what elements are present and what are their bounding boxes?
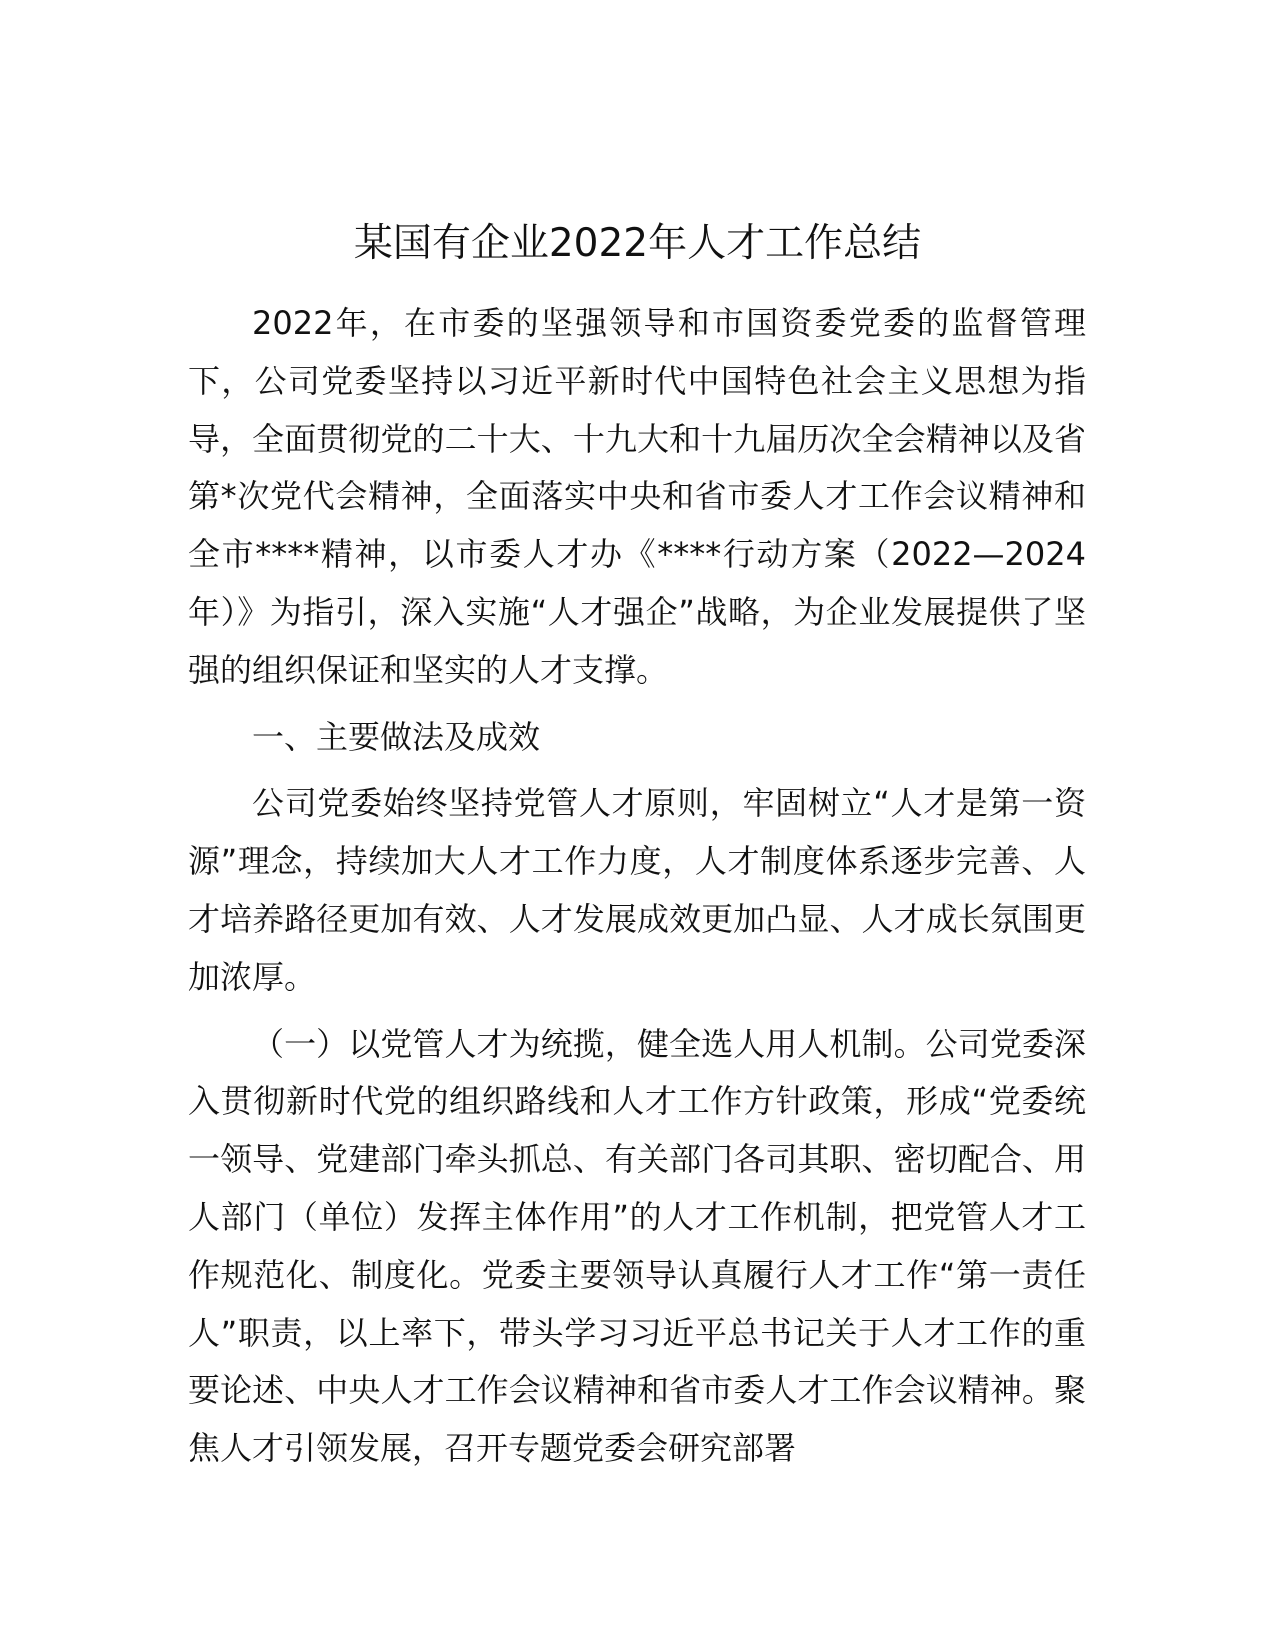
paragraph-intro: 2022年，在市委的坚强领导和市国资委党委的监督管理下，公司党委坚持以习近平新时代中国特色社会主义思想为指导，全面贯彻党的二十大、十九大和十九届历次全会精神以及省第*次党代会精神，全面落实中央和省市委人才工作会议精神和全市****精神，以市委人才办《****行动方案（2022—2024年）》为指引，深入实施“人才强企”战略，为企业发展提供了坚强的组织保证和坚实的人才支撑。	[188, 304, 1086, 689]
document-title: 某国有企业2022年人才工作总结	[353, 221, 922, 266]
paragraph-overview: 公司党委始终坚持党管人才原则，牢固树立“人才是第一资源”理念，持续加大人才工作力度，人才制度体系逐步完善、人才培养路径更加有效、人才发展成效更加凸显、人才成长氛围更加浓厚。	[188, 784, 1086, 996]
paragraph-subsection-1: （一）以党管人才为统揽，健全选人用人机制。公司党委深入贯彻新时代党的组织路线和人才工作方针政策，形成“党委统一领导、党建部门牵头抓总、有关部门各司其职、密切配合、用人部门（单位）发挥主体作用”的人才工作机制，把党管人才工作规范化、制度化。党委主要领导认真履行人才工作“第一责任人”职责，以上率下，带头学习习近平总书记关于人才工作的重要论述、中央人才工作会议精神和省市委人才工作会议精神。聚焦人才引领发展，召开专题党委会研究部署	[188, 1024, 1086, 1468]
section-heading-main-practices: 一、主要做法及成效	[252, 717, 541, 756]
document-body	[188, 295, 1086, 1487]
